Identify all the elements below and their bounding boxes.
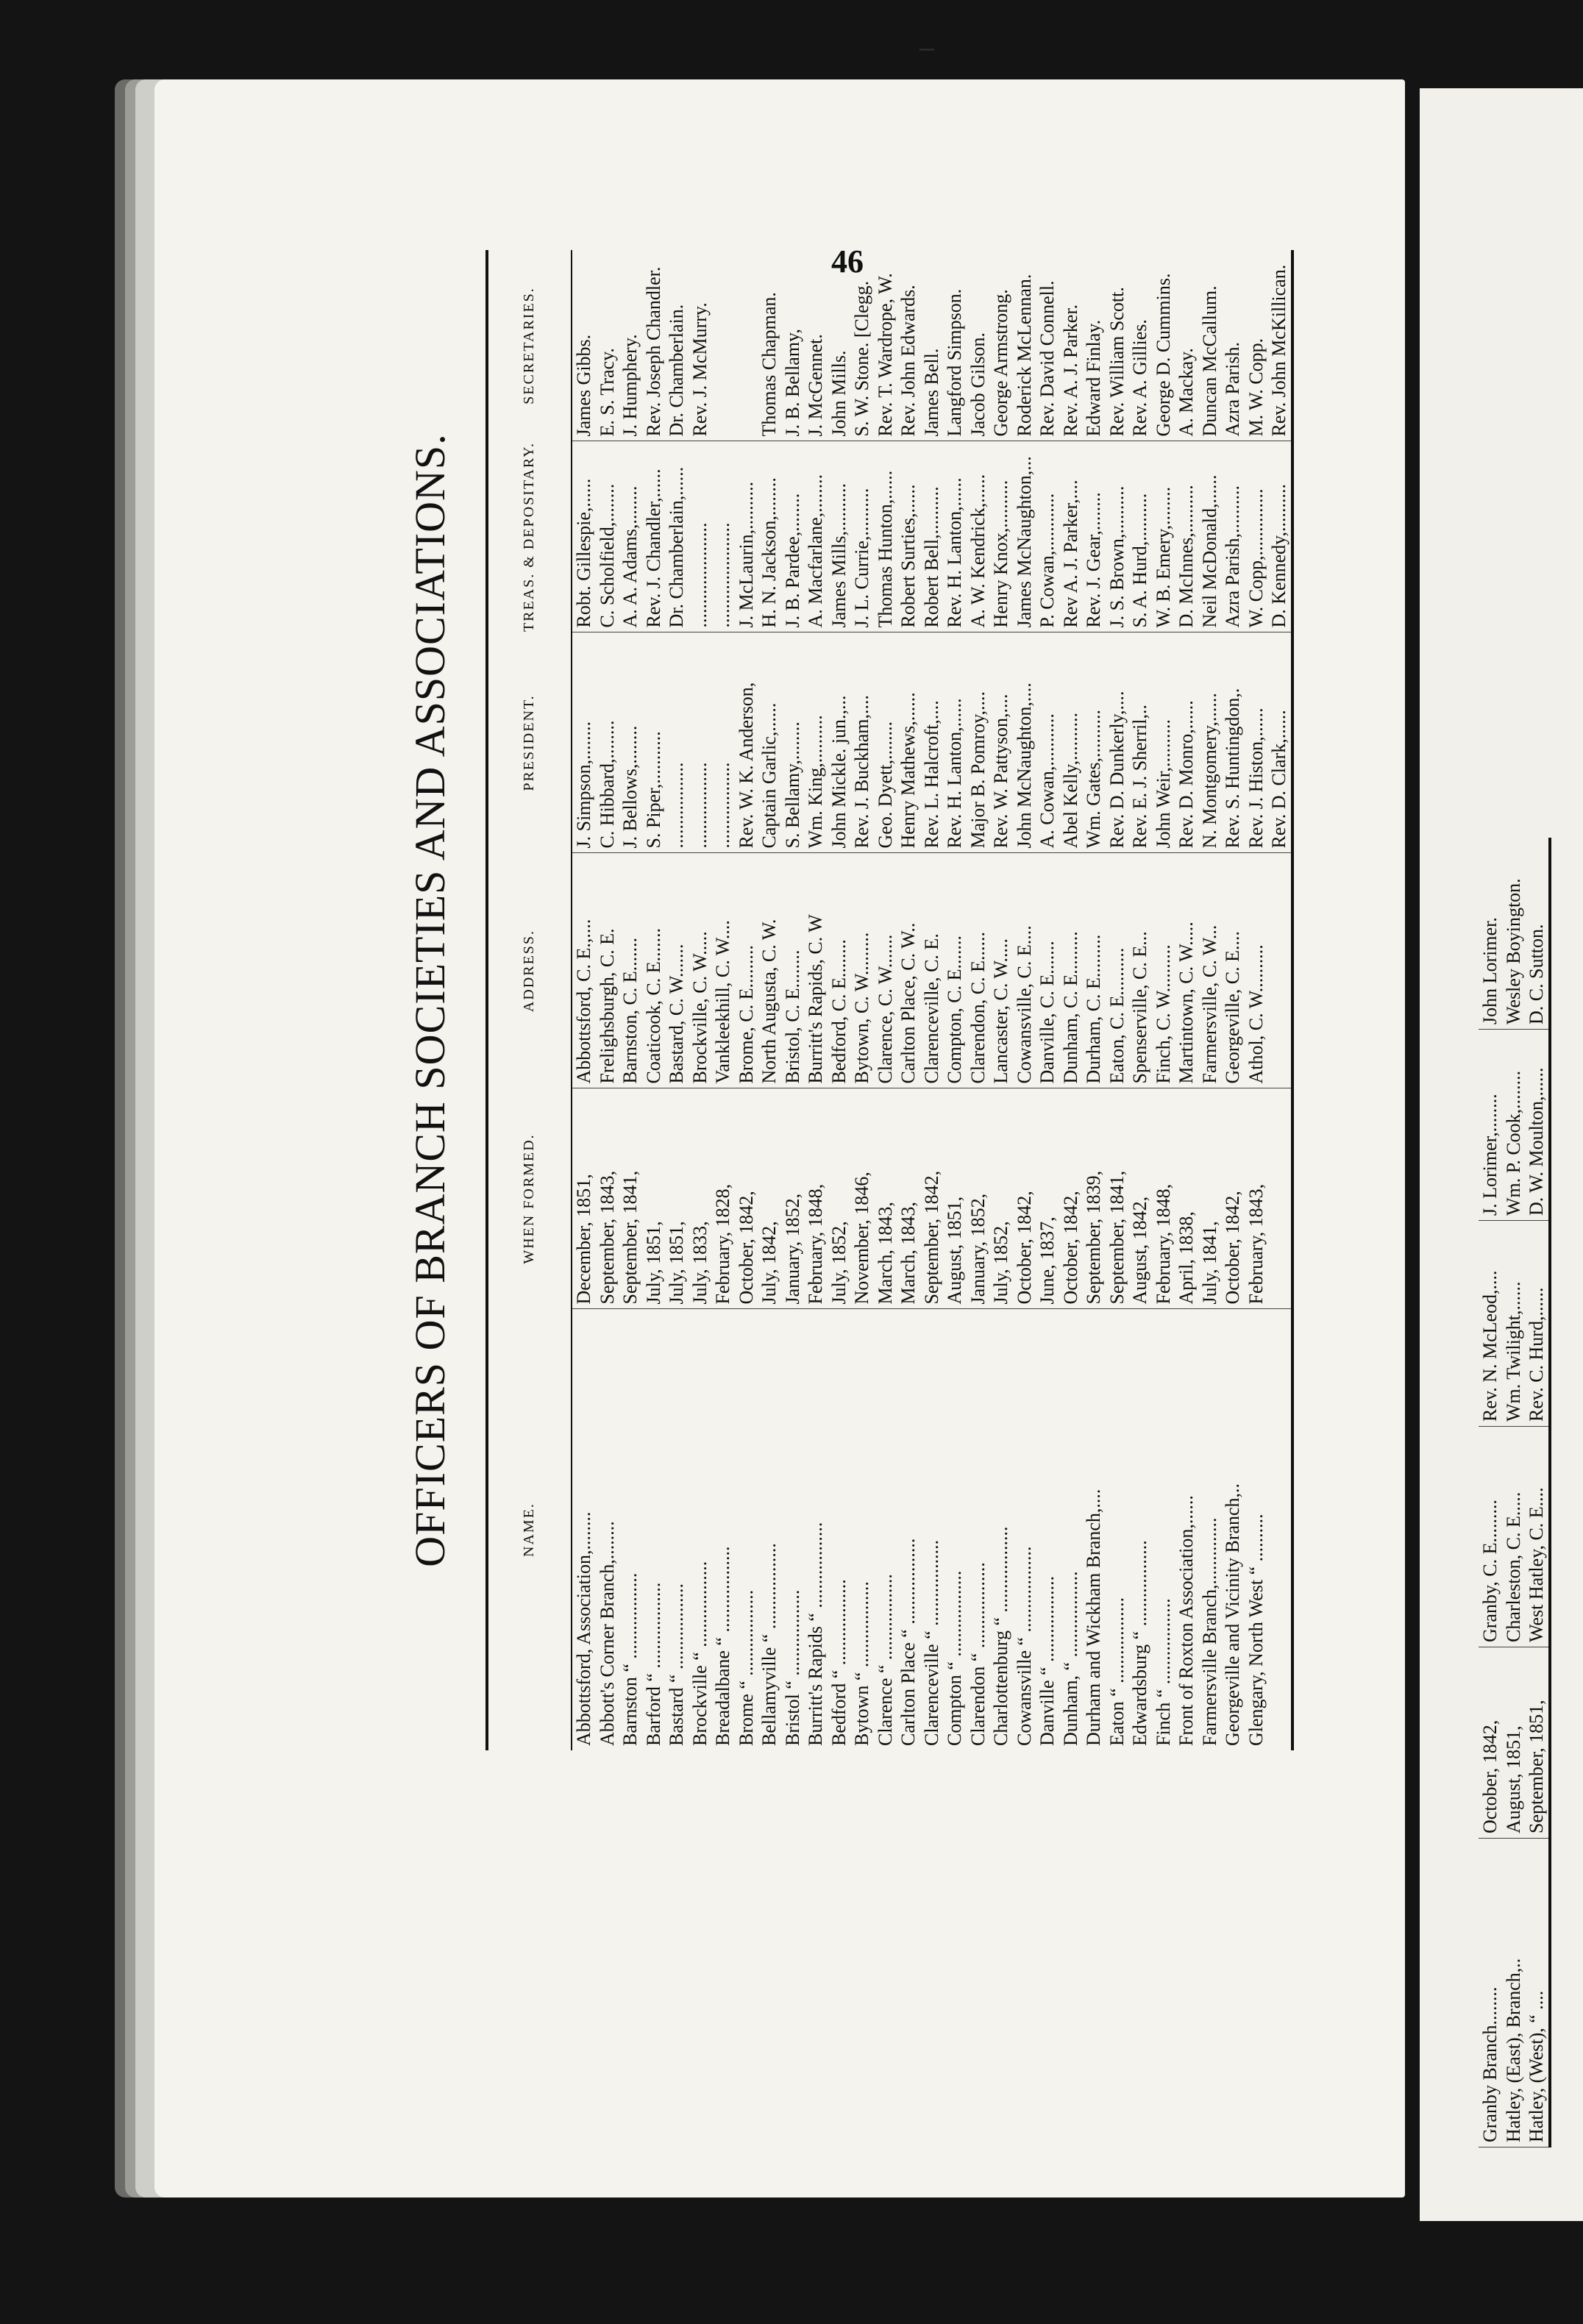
cell-secretaries: Azra Parish. xyxy=(1221,250,1245,441)
cell-secretaries: Wesley Boyington. xyxy=(1502,838,1526,1030)
table-row xyxy=(711,250,735,1750)
cell-name: Dunham, “ .................. xyxy=(1059,1571,1081,1746)
cell-president: S. Bellamy,........ xyxy=(781,632,805,853)
cell-treasurer: W. B. Emery,........ xyxy=(1152,441,1175,632)
table-row xyxy=(1245,250,1268,1750)
cell-treasurer: Robert Surties,...... xyxy=(897,441,920,632)
cell-when-formed: February, 1843, xyxy=(1245,1088,1268,1309)
cell-secretaries: Rev. A. Gillies. xyxy=(1128,250,1152,441)
table-row xyxy=(989,250,1013,1750)
cell-when-formed: July, 1851, xyxy=(665,1088,689,1309)
cell-president: Henry Mathews,...... xyxy=(897,632,920,853)
cell-secretaries: John Lorimer. xyxy=(1479,838,1502,1030)
cell-treasurer: D. W. Moulton,...... xyxy=(1525,1030,1550,1221)
cell-president: Geo. Dyett,........ xyxy=(874,632,897,853)
cell-when-formed: February, 1848, xyxy=(1152,1088,1175,1309)
cell-address: Georgeville, C. E.... xyxy=(1221,853,1245,1088)
cell-secretaries: E. S. Tracy. xyxy=(596,250,619,441)
cell-address: Brockville, C. W..... xyxy=(689,853,712,1088)
table-row xyxy=(572,250,596,1750)
cell-when-formed: October, 1842, xyxy=(1059,1088,1083,1309)
cell-treasurer: H. N. Jackson,........ xyxy=(758,441,781,632)
cell-secretaries: Rev. David Connell. xyxy=(1036,250,1059,441)
table-row xyxy=(1128,250,1152,1750)
rotated-table-block xyxy=(405,250,1376,1750)
cell-when-formed: October, 1842, xyxy=(1221,1088,1245,1309)
cell-when-formed: August, 1842, xyxy=(1128,1088,1152,1309)
table-row xyxy=(850,250,874,1750)
cell-name: Glengary, North West “ .......... xyxy=(1245,1514,1267,1746)
column-header-secretaries: SECRETARIES. xyxy=(521,287,538,404)
column-header-address: ADDRESS. xyxy=(521,929,538,1013)
cell-address: Barnston, C. E....... xyxy=(619,853,642,1088)
cell-treasurer: J. B. Pardee,........ xyxy=(781,441,805,632)
cell-treasurer: Rev. J. Gear,........ xyxy=(1082,441,1106,632)
cell-secretaries: J. Humphery. xyxy=(619,250,642,441)
cell-treasurer: ...................... xyxy=(711,441,735,632)
cell-when-formed: July, 1842, xyxy=(758,1088,781,1309)
cell-president: Rev. H. Lanton,...... xyxy=(943,632,967,853)
cell-name: Hatley, (East), Branch,.. xyxy=(1502,1839,1526,2147)
cell-secretaries: Edward Finlay. xyxy=(1082,250,1106,441)
cell-name: Burritt's Rapids “ .................. xyxy=(805,1522,826,1746)
officers-table xyxy=(485,250,1294,1750)
cell-treasurer: P. Cowan,............ xyxy=(1036,441,1059,632)
cell-name: Brome “ .................. xyxy=(735,1589,757,1746)
cell-when-formed: February, 1848, xyxy=(804,1088,828,1309)
cell-secretaries: Rev. John Edwards. xyxy=(897,250,920,441)
cell-president: Rev. C. Hurd,...... xyxy=(1525,1221,1550,1427)
cell-president: John Mickle. jun.,... xyxy=(828,632,851,853)
cell-when-formed: January, 1852, xyxy=(781,1088,805,1309)
cell-secretaries: J. B. Bellamy, xyxy=(781,250,805,441)
cell-treasurer: J. S. Brown,.......... xyxy=(1106,441,1129,632)
cell-when-formed: September, 1842, xyxy=(920,1088,944,1309)
cell-president: Rev. S. Huntingdon,. xyxy=(1221,632,1245,853)
table-row xyxy=(781,250,805,1750)
table-row xyxy=(1267,250,1292,1750)
cell-president: Rev. J. Histon,...... xyxy=(1245,632,1268,853)
cell-address: Vankleekhill, C. W.... xyxy=(711,853,735,1088)
cell-treasurer: J. L. Currie,.......... xyxy=(850,441,874,632)
cell-when-formed: January, 1852, xyxy=(967,1088,990,1309)
cell-treasurer: ...................... xyxy=(689,441,712,632)
cell-address: Bastard, C. W....... xyxy=(665,853,689,1088)
cell-secretaries: James Gibbs. xyxy=(572,250,596,441)
cell-president: Rev. W. K. Anderson, xyxy=(735,632,758,853)
cell-treasurer: C. Scholfield,........ xyxy=(596,441,619,632)
table-row xyxy=(1082,250,1106,1750)
cell-president: Wm. Gates,.......... xyxy=(1082,632,1106,853)
cell-when-formed: October, 1842, xyxy=(735,1088,758,1309)
cell-president: Major B. Pomroy,.... xyxy=(967,632,990,853)
cell-name: Danville “ .................. xyxy=(1036,1575,1058,1746)
cell-treasurer: James Mills,.......... xyxy=(828,441,851,632)
cell-treasurer: Rev. H. Lanton,...... xyxy=(943,441,967,632)
cell-name: Front of Roxton Association,...... xyxy=(1175,1495,1197,1746)
cell-when-formed: October, 1842, xyxy=(1013,1088,1036,1309)
next-page-table xyxy=(1479,838,1551,2148)
cell-name: Abbottsford, Association,........ xyxy=(573,1511,594,1746)
cell-when-formed: July, 1852, xyxy=(989,1088,1013,1309)
cell-when-formed: April, 1838, xyxy=(1175,1088,1198,1309)
column-header-treasurer: TREAS. & DEPOSITARY. xyxy=(521,441,538,632)
cell-name: Farmersville Branch,.............. xyxy=(1198,1517,1220,1746)
cell-name xyxy=(1267,1309,1292,1750)
cell-when-formed: June, 1837, xyxy=(1036,1088,1059,1309)
cell-president: Wm. Twilight,...... xyxy=(1502,1221,1526,1427)
cell-name: Bedford “ .................. xyxy=(828,1579,850,1746)
table-row xyxy=(1059,250,1083,1750)
cell-president: Rev. D. Monro,...... xyxy=(1175,632,1198,853)
cell-president: John McNaughton,.... xyxy=(1013,632,1036,853)
cell-president: .................. xyxy=(689,632,712,853)
cell-address: Brome, C. E......... xyxy=(735,853,758,1088)
cell-when-formed: August, 1851, xyxy=(1502,1647,1526,1839)
cell-when-formed: March, 1843, xyxy=(897,1088,920,1309)
table-row xyxy=(804,250,828,1750)
cell-president: N. Montgomery,...... xyxy=(1198,632,1222,853)
cell-name: Clarence “ .................. xyxy=(874,1574,896,1746)
cell-treasurer: J. McLaurin,.......... xyxy=(735,441,758,632)
cell-address: Lancaster, C. W..... xyxy=(989,853,1013,1088)
cell-address: Compton, C. E....... xyxy=(943,853,967,1088)
cell-secretaries: Rev. T. Wardrope, W. xyxy=(874,250,897,441)
cell-president: S. Piper,........... xyxy=(642,632,666,853)
cell-president: Rev. D. Clark,...... xyxy=(1267,632,1292,853)
cell-address: Cowansville, C. E.... xyxy=(1013,853,1036,1088)
cell-address: Durham, C. E......... xyxy=(1082,853,1106,1088)
cell-secretaries: S. W. Stone. [Clegg. xyxy=(850,250,874,441)
cell-secretaries: James Bell. xyxy=(920,250,944,441)
cell-secretaries: Rev. Joseph Chandler. xyxy=(642,250,666,441)
column-header-when-formed: WHEN FORMED. xyxy=(521,1133,538,1264)
cell-president: Rev. W. Pattyson,.... xyxy=(989,632,1013,853)
cell-president: Abel Kelly,.......... xyxy=(1059,632,1083,853)
column-header-name: NAME. xyxy=(521,1503,538,1557)
cell-name: Barford “ .................. xyxy=(642,1582,664,1746)
cell-treasurer: Thomas Hunton,...... xyxy=(874,441,897,632)
cell-address: Frelighsburgh, C. E. xyxy=(596,853,619,1088)
cell-when-formed: March, 1843, xyxy=(874,1088,897,1309)
table-row xyxy=(758,250,781,1750)
cell-address: Dunham, C. E......... xyxy=(1059,853,1083,1088)
cell-name: Clarendon “ .................. xyxy=(967,1562,989,1746)
cell-president: .................. xyxy=(665,632,689,853)
cell-secretaries: D. C. Sutton. xyxy=(1525,838,1550,1030)
cell-when-formed xyxy=(1267,1088,1292,1309)
cell-secretaries: Rev. A. J. Parker. xyxy=(1059,250,1083,441)
table-row xyxy=(1175,250,1198,1750)
cell-address: Martintown, C. W..... xyxy=(1175,853,1198,1088)
cell-name: Bastard “ .................. xyxy=(666,1583,687,1746)
cell-president: Rev. N. McLeod,.... xyxy=(1479,1221,1502,1427)
cell-treasurer: S. A. Hurd,.......... xyxy=(1128,441,1152,632)
cell-secretaries: Rev. J. McMurry. xyxy=(689,250,712,441)
cell-address: Clarence, C. W....... xyxy=(874,853,897,1088)
table-row xyxy=(689,250,712,1750)
table-row xyxy=(735,250,758,1750)
cell-address: Clarendon, C. E...... xyxy=(967,853,990,1088)
cell-treasurer: Azra Parish,.......... xyxy=(1221,441,1245,632)
cell-name: Breadalbane “ .................. xyxy=(712,1546,733,1746)
cell-address: Bedford, C. E........ xyxy=(828,853,851,1088)
cell-president: J. Simpson,........ xyxy=(572,632,596,853)
cell-when-formed: October, 1842, xyxy=(1479,1647,1502,1839)
cell-name: Eaton “ .................. xyxy=(1106,1597,1128,1746)
cell-treasurer: D. Kennedy,.......... xyxy=(1267,441,1292,632)
cell-address: Bytown, C. W......... xyxy=(850,853,874,1088)
cell-treasurer: A. Macfarlane,........ xyxy=(804,441,828,632)
table-row xyxy=(596,250,619,1750)
cell-president: .................. xyxy=(711,632,735,853)
cell-treasurer: D. McInnes,.......... xyxy=(1175,441,1198,632)
cell-name: Cowansville “ .................. xyxy=(1013,1546,1035,1746)
table-row xyxy=(1013,250,1036,1750)
cell-address: Burritt's Rapids, C. W xyxy=(804,853,828,1088)
cell-address: Coaticook, C. E....... xyxy=(642,853,666,1088)
table-body xyxy=(572,250,1292,1750)
cell-address: Spenserville, C. E... xyxy=(1128,853,1152,1088)
cell-when-formed: September, 1839, xyxy=(1082,1088,1106,1309)
cell-when-formed: August, 1851, xyxy=(943,1088,967,1309)
cell-secretaries: Rev. John McKillican. xyxy=(1267,250,1292,441)
cell-when-formed: September, 1851, xyxy=(1525,1647,1550,1839)
page-title: OFFICERS OF BRANCH SOCIETIES AND ASSOCIATIONS. xyxy=(406,433,454,1567)
cell-secretaries: Roderick McLennan. xyxy=(1013,250,1036,441)
cell-name: Bristol “ .................. xyxy=(781,1589,803,1746)
cell-treasurer: Rev A. J. Parker,.... xyxy=(1059,441,1083,632)
cell-address: Abbottsford, C. E.,.... xyxy=(572,853,596,1088)
column-header-president: PRESIDENT. xyxy=(521,694,538,791)
cell-secretaries: Thomas Chapman. xyxy=(758,250,781,441)
cell-address: Finch, C. W.......... xyxy=(1152,853,1175,1088)
cell-treasurer: Henry Knox,.......... xyxy=(989,441,1013,632)
cell-treasurer: Dr. Chamberlain,...... xyxy=(665,441,689,632)
cell-address: Carlton Place, C. W.. xyxy=(897,853,920,1088)
cell-president: A. Cowan,........... xyxy=(1036,632,1059,853)
table-row xyxy=(897,250,920,1750)
table-row xyxy=(665,250,689,1750)
cell-address: North Augusta, C. W. xyxy=(758,853,781,1088)
cell-address: Farmersville, C. W... xyxy=(1198,853,1222,1088)
cell-when-formed: September, 1841, xyxy=(1106,1088,1129,1309)
cell-name: Hatley, (West), “ .... xyxy=(1525,1839,1550,2147)
cell-secretaries: George Armstrong. xyxy=(989,250,1013,441)
cell-name: Abbott's Corner Branch,........ xyxy=(596,1521,618,1746)
cell-when-formed: July, 1833, xyxy=(689,1088,712,1309)
table-row xyxy=(1106,250,1129,1750)
cell-president: J. Bellows,........ xyxy=(619,632,642,853)
cell-president: Captain Garlic,...... xyxy=(758,632,781,853)
cell-treasurer: Robt. Gillespie,...... xyxy=(572,441,596,632)
cell-when-formed: November, 1846, xyxy=(850,1088,874,1309)
cell-secretaries: Jacob Gilson. xyxy=(967,250,990,441)
table-row xyxy=(920,250,944,1750)
cell-when-formed: July, 1851, xyxy=(642,1088,666,1309)
cell-treasurer: Rev. J. Chandler,...... xyxy=(642,441,666,632)
cell-address: Charleston, C. E..... xyxy=(1502,1427,1526,1647)
cell-treasurer: James McNaughton,... xyxy=(1013,441,1036,632)
cell-secretaries: A. Mackay. xyxy=(1175,250,1198,441)
cell-secretaries: John Mills. xyxy=(828,250,851,441)
cell-when-formed: July, 1852, xyxy=(828,1088,851,1309)
cell-name: Durham and Wickham Branch,.... xyxy=(1083,1489,1104,1746)
table-row xyxy=(1502,838,1526,2147)
cell-president: C. Hibbard,........ xyxy=(596,632,619,853)
table-row xyxy=(1152,250,1175,1750)
cell-treasurer: A. W. Kendrick,...... xyxy=(967,441,990,632)
table-row xyxy=(874,250,897,1750)
cell-address: Danville, C. E....... xyxy=(1036,853,1059,1088)
table-row xyxy=(1221,250,1245,1750)
table-row xyxy=(828,250,851,1750)
cell-when-formed: September, 1843, xyxy=(596,1088,619,1309)
cell-address xyxy=(1267,853,1292,1088)
table-row xyxy=(1479,838,1502,2147)
cell-president: Rev. D. Dunkerly,.... xyxy=(1106,632,1129,853)
cell-treasurer: Neil McDonald,...... xyxy=(1198,441,1222,632)
cell-name: Bytown “ .................. xyxy=(851,1581,872,1746)
cell-when-formed: July, 1841, xyxy=(1198,1088,1222,1309)
cell-secretaries: Dr. Chamberlain. xyxy=(665,250,689,441)
cell-name: Clarenceville “ .................. xyxy=(920,1539,942,1746)
cell-name: Georgeville and Vicinity Branch,.. xyxy=(1222,1483,1243,1746)
cell-address: West Hatley, C. E.... xyxy=(1525,1427,1550,1647)
cell-name: Barnston “ .................. xyxy=(619,1572,641,1746)
cell-name: Compton “ .................. xyxy=(944,1570,965,1746)
cell-name: Granby Branch........ xyxy=(1479,1839,1502,2147)
cell-treasurer: Wm. P. Cook,........ xyxy=(1502,1030,1526,1221)
scan-mark: ‒ xyxy=(919,30,934,63)
cell-name: Edwardsburg “ .................. xyxy=(1129,1540,1150,1746)
table-row xyxy=(1198,250,1222,1750)
cell-secretaries: J. McGennet. xyxy=(804,250,828,441)
cell-treasurer: J. Lorimer,........ xyxy=(1479,1030,1502,1221)
cell-secretaries xyxy=(711,250,735,441)
cell-treasurer: W. Copp,.............. xyxy=(1245,441,1268,632)
cell-treasurer: Robert Bell,.......... xyxy=(920,441,944,632)
cell-address: Granby, C. E......... xyxy=(1479,1427,1502,1647)
cell-name: Finch “ .................. xyxy=(1152,1598,1174,1746)
cell-president: Rev. E. J. Sherril,.. xyxy=(1128,632,1152,853)
cell-name: Charlottenburg “ .................. xyxy=(990,1526,1011,1746)
cell-treasurer: A. A. Adams,........ xyxy=(619,441,642,632)
cell-when-formed: September, 1841, xyxy=(619,1088,642,1309)
page-number: 46 xyxy=(831,243,864,279)
table-row xyxy=(967,250,990,1750)
cell-name: Brockville “ .................. xyxy=(689,1561,711,1746)
table-row xyxy=(1525,838,1550,2147)
cell-president: Rev. J. Buckham,.... xyxy=(850,632,874,853)
cell-address: Athol, C. W.......... xyxy=(1245,853,1268,1088)
next-page-table-body xyxy=(1479,838,1550,2147)
table-row xyxy=(1036,250,1059,1750)
cell-name: Carlton Place “ .................. xyxy=(897,1538,919,1746)
cell-when-formed: February, 1828, xyxy=(711,1088,735,1309)
cell-secretaries xyxy=(735,250,758,441)
cell-when-formed: December, 1851, xyxy=(572,1088,596,1309)
next-page-rotated-block xyxy=(1479,878,1583,2147)
cell-address: Clarenceville, C. E. xyxy=(920,853,944,1088)
table-row xyxy=(642,250,666,1750)
cell-secretaries: George D. Cummins. xyxy=(1152,250,1175,441)
cell-secretaries: M. W. Copp. xyxy=(1245,250,1268,441)
cell-president: Rev. L. Halcroft,.... xyxy=(920,632,944,853)
cell-secretaries: Rev. William Scott. xyxy=(1106,250,1129,441)
table-header-row xyxy=(487,250,572,1750)
cell-name: Bellamyville “ .................. xyxy=(758,1543,780,1746)
cell-address: Bristol, C. E........ xyxy=(781,853,805,1088)
cell-president: Wm. King,.......... xyxy=(804,632,828,853)
cell-secretaries: Langford Simpson. xyxy=(943,250,967,441)
table-row xyxy=(943,250,967,1750)
cell-secretaries: Duncan McCallum. xyxy=(1198,250,1222,441)
cell-address: Eaton, C. E.......... xyxy=(1106,853,1129,1088)
table-row xyxy=(619,250,642,1750)
cell-president: John Weir,.......... xyxy=(1152,632,1175,853)
